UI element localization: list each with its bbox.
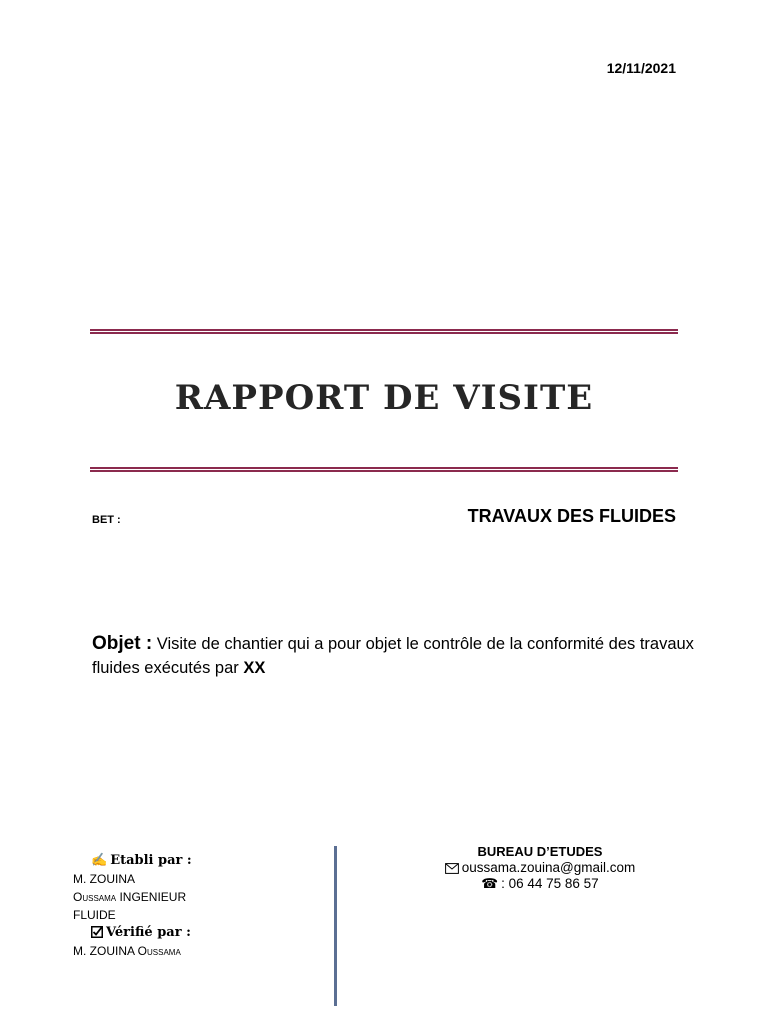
- telephone-icon: ☎: [481, 876, 499, 891]
- phone-number: : 06 44 75 86 57: [501, 876, 599, 891]
- phone-row: [400, 876, 680, 892]
- etabli-heading-row: [73, 852, 313, 870]
- email-address: oussama.zouina@gmail.com: [461, 860, 636, 875]
- etabli-role: INGENIEUR: [116, 890, 187, 904]
- verifie-name-row: [73, 942, 313, 960]
- verifie-heading-row: [73, 924, 313, 942]
- bet-label: BET :: [92, 514, 121, 526]
- title-rule-bottom: [90, 467, 678, 472]
- envelope-icon: [445, 860, 459, 876]
- email-row: [400, 860, 680, 876]
- objet-text: Visite de chantier qui a pour objet le contrôle de la conformité des travaux fluides exécutés par: [92, 635, 694, 677]
- title-rule-top: [90, 329, 678, 334]
- bureau-title: BUREAU D’ETUDES: [477, 844, 603, 859]
- etabli-name: M. ZOUINA: [73, 872, 135, 886]
- verifie-heading: Vérifié par :: [106, 925, 191, 940]
- verifie-firstname: Oussama: [137, 944, 181, 958]
- report-date: 12/11/2021: [606, 60, 676, 76]
- verifie-name: M. ZOUINA: [73, 944, 138, 958]
- report-subtitle: TRAVAUX DES FLUIDES: [467, 506, 676, 526]
- column-divider: [334, 846, 337, 1006]
- checkbox-checked-icon: [91, 924, 103, 942]
- etabli-role-cont: FLUIDE: [73, 908, 116, 922]
- etabli-firstname: Oussama: [73, 890, 117, 904]
- writing-hand-icon: ✍: [91, 853, 108, 868]
- signature-block: [73, 852, 313, 960]
- report-title: RAPPORT DE VISITE: [174, 378, 594, 418]
- objet-contractor: XX: [243, 659, 266, 677]
- etabli-heading: Etabli par :: [110, 853, 192, 868]
- contact-block: [400, 844, 680, 892]
- objet-paragraph: [92, 632, 712, 680]
- etabli-role-row: [73, 888, 313, 906]
- objet-label: Objet :: [92, 633, 153, 654]
